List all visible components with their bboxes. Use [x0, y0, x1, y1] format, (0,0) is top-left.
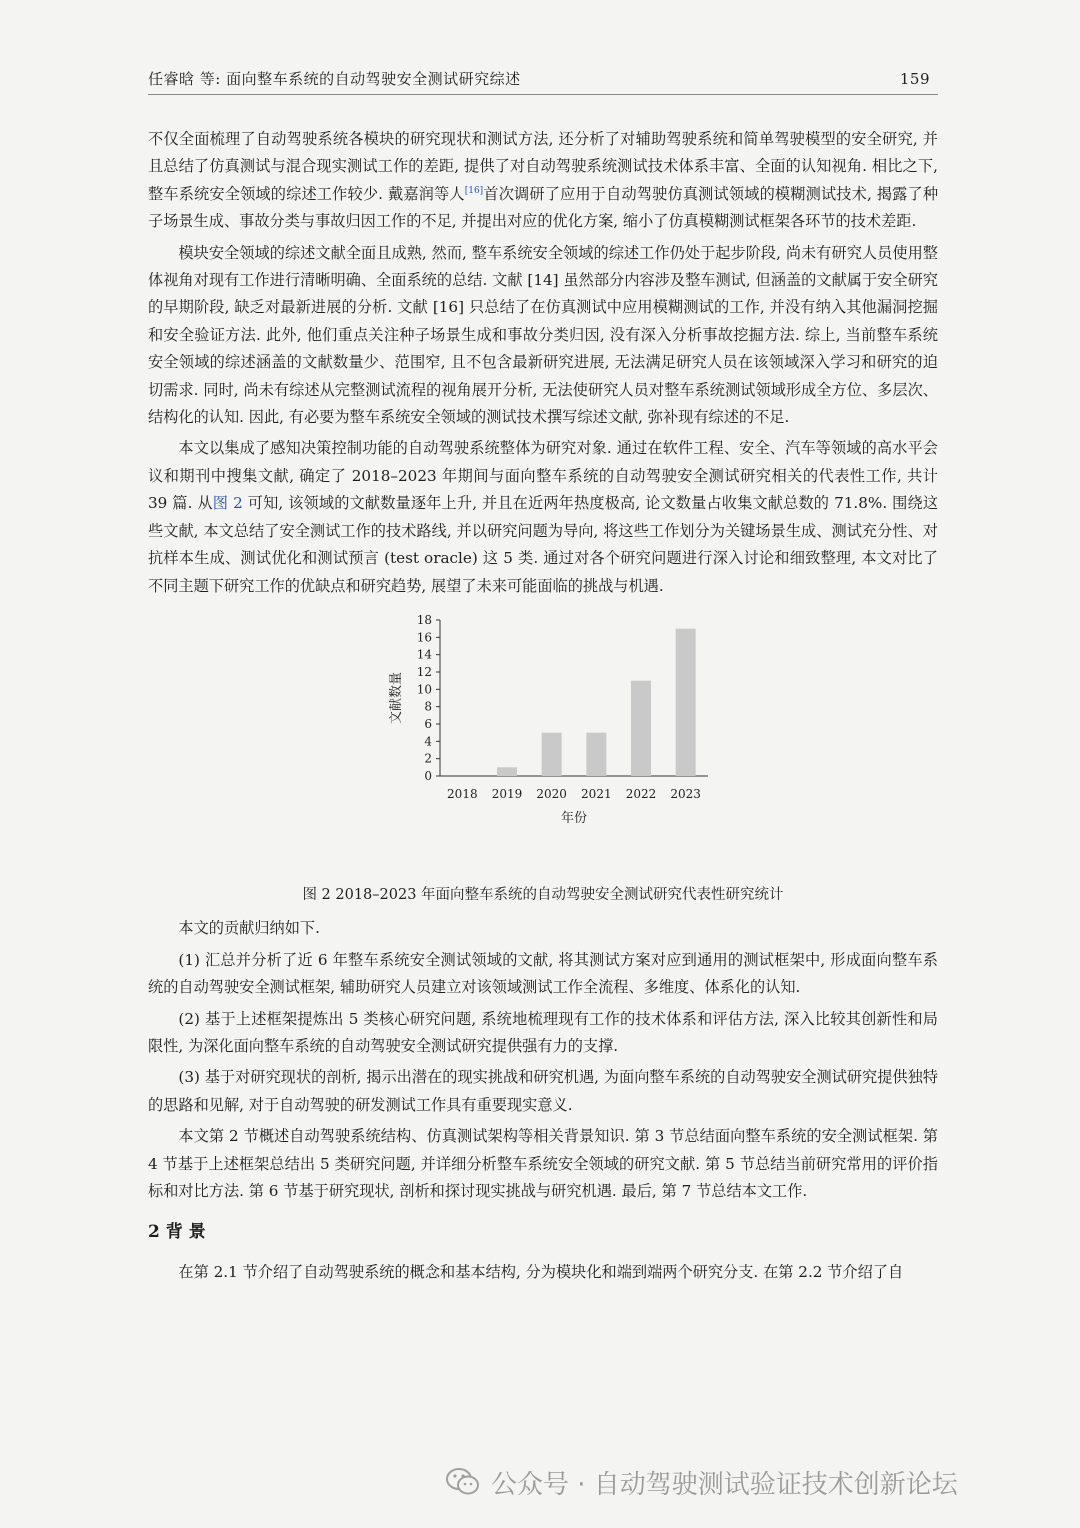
figure-2-link[interactable]: 图 2: [212, 494, 243, 513]
x-axis-label: 年份: [560, 810, 588, 826]
x-tick-label: 2022: [625, 786, 657, 801]
bar: [631, 681, 651, 776]
paragraph-6: (2) 基于上述框架提炼出 5 类核心研究问题, 系统地梳理现有工作的技术体系和评估方法, 深入比较其创新性和局限性, 为深化面向整车系统的自动驾驶安全测试研究提供强有力的支撑.: [148, 1009, 938, 1055]
y-tick-label: 14: [416, 647, 432, 662]
paragraph-8: 本文第 2 节概述自动驾驶系统结构、仿真测试架构等相关背景知识. 第 3 节总结面向整车系统的安全测试框架. 第 4 节基于上述框架总结出 5 类研究问题, 并详细分析整车系统安全领域的研究文献. 第 5 节总结当前研究常用的评价指标和对比方法. 第 6 节基于研究现状, 剖析和探讨现实挑战与研究机遇. 最后, 第 7 节总结本文工作.: [148, 1127, 938, 1200]
y-tick-label: 4: [424, 734, 432, 749]
watermark: [445, 1462, 1045, 1502]
wechat-icon: [445, 1466, 481, 1498]
y-axis-label: 文献数量: [389, 671, 404, 724]
y-tick-label: 8: [424, 699, 432, 714]
paragraph-2: 模块安全领域的综述文献全面且成熟, 然而, 整车系统安全领域的综述工作仍处于起步阶段, 尚未有研究人员使用整体视角对现有工作进行清晰明确、全面系统的总结. 文献 [14] 虽然部分内容涉及整车测试, 但涵盖的文献属于安全研究的早期阶段, 缺乏对最新进展的分析. 文献 [16] 只总结了在仿真测试中应用模糊测试的工作, 并没有纳入其他漏洞挖掘和安全验证方法. 此外, 他们重点关注种子场景生成和事故分类归因, 没有深入分析事故挖掘方法. 综上, 当前整车系统安全领域的综述涵盖的文献数量少、范围窄, 且不包含最新研究进展, 无法满足研究人员在该领域深入学习和研究的迫切需求. 同时, 尚未有综述从完整测试流程的视角展开分析, 无法使研究人员对整车系统测试领域形成全方位、多层次、结构化的认知. 因此, 有必要为整车系统安全领域的测试技术撰写综述文献, 弥补现有综述的不足.: [148, 243, 938, 427]
watermark-text: 公众号 · 自动驾驶测试验证技术创新论坛: [491, 1469, 958, 1500]
page-number: 159: [899, 70, 930, 88]
bar: [497, 767, 517, 776]
paragraph-1: [148, 126, 938, 236]
figure-caption: 图 2 2018–2023 年面向整车系统的自动驾驶安全测试研究代表性研究统计: [302, 886, 784, 903]
p1-text: 不仅全面梳理了自动驾驶系统各模块的研究现状和测试方法, 还分析了对辅助驾驶系统和简单驾驶模型的安全研究, 并且总结了仿真测试与混合现实测试工作的差距, 提供了对自动驾驶系统测试技术体系丰富、全面的认知视角. 相比之下, 整车系统安全领域的综述工作较少. 戴嘉润等人: [148, 130, 938, 203]
paragraph-9: 在第 2.1 节介绍了自动驾驶系统的概念和基本结构, 分为模块化和端到端两个研究分支. 在第 2.2 节介绍了自: [178, 1262, 904, 1281]
y-tick-label: 6: [424, 716, 432, 731]
header-rule: [148, 94, 938, 95]
section-title: 2 背 景: [148, 1222, 206, 1243]
article-body: [148, 126, 938, 1290]
p3-text-b: 可知, 该领域的文献数量逐年上升, 并且在近两年热度极高, 论文数量占收集文献总数的 71.8%. 围绕这些文献, 本文总结了安全测试工作的技术路线, 并以研究问题为导向, 将这些工作划分为关键场景生成、测试充分性、对抗样本生成、测试优化和测试预言 (test oracle) 这 5 类. 通过对各个研究问题进行深入讨论和细致整理, 本文对比了不同主题下研究工作的优缺点和研究趋势, 展望了未来可能面临的挑战与机遇.: [148, 494, 939, 595]
paragraph-3: [148, 435, 938, 599]
x-tick-label: 2018: [447, 786, 478, 801]
paragraph-5: (1) 汇总并分析了近 6 年整车系统安全测试领域的文献, 将其测试方案对应到通用的测试框架中, 形成面向整车系统的自动驾驶安全测试框架, 辅助研究人员建立对该领域测试工作全流程、多维度、体系化的认知.: [148, 950, 938, 997]
bar: [542, 733, 562, 776]
x-tick-label: 2019: [491, 786, 523, 801]
p1-rest-text: 首次调研了应用于自动驾驶仿真测试领域的模糊测试技术, 揭露了种子场景生成、事故分类与事故归因工作的不足, 并提出对应的优化方案, 缩小了仿真模糊测试框架各环节的技术差距.: [148, 184, 939, 231]
y-tick-label: 2: [424, 751, 432, 766]
x-tick-label: 2020: [536, 786, 567, 801]
citation-16[interactable]: [16]: [464, 185, 484, 196]
y-tick-label: 18: [416, 612, 432, 627]
header-title: 任睿晗 等: 面向整车系统的自动驾驶安全测试研究综述: [148, 70, 521, 88]
x-tick-label: 2021: [581, 786, 612, 801]
x-tick-label: 2023: [670, 786, 701, 801]
bar: [676, 629, 696, 776]
p3-text-a: 本文以集成了感知决策控制功能的自动驾驶系统整体为研究对象. 通过在软件工程、安全、汽车等领域的高水平会议和期刊中搜集文献, 确定了 2018–2023 年期间与面向整车系统的自动驾驶安全测试研究相关的代表性工作, 共计 39 篇. 从: [148, 439, 938, 513]
figure-2: [148, 608, 938, 878]
running-header: [148, 68, 930, 89]
bar: [586, 733, 606, 776]
bar-chart: [368, 608, 728, 838]
y-tick-label: 10: [416, 682, 432, 697]
paragraph-4: 本文的贡献归纳如下.: [178, 919, 320, 938]
y-tick-label: 0: [424, 768, 432, 783]
y-tick-label: 12: [416, 664, 432, 679]
y-tick-label: 16: [416, 630, 432, 645]
paragraph-7: (3) 基于对研究现状的剖析, 揭示出潜在的现实挑战和研究机遇, 为面向整车系统的自动驾驶安全测试研究提供独特的思路和见解, 对于自动驾驶的研发测试工作具有重要现实意义.: [148, 1068, 938, 1114]
